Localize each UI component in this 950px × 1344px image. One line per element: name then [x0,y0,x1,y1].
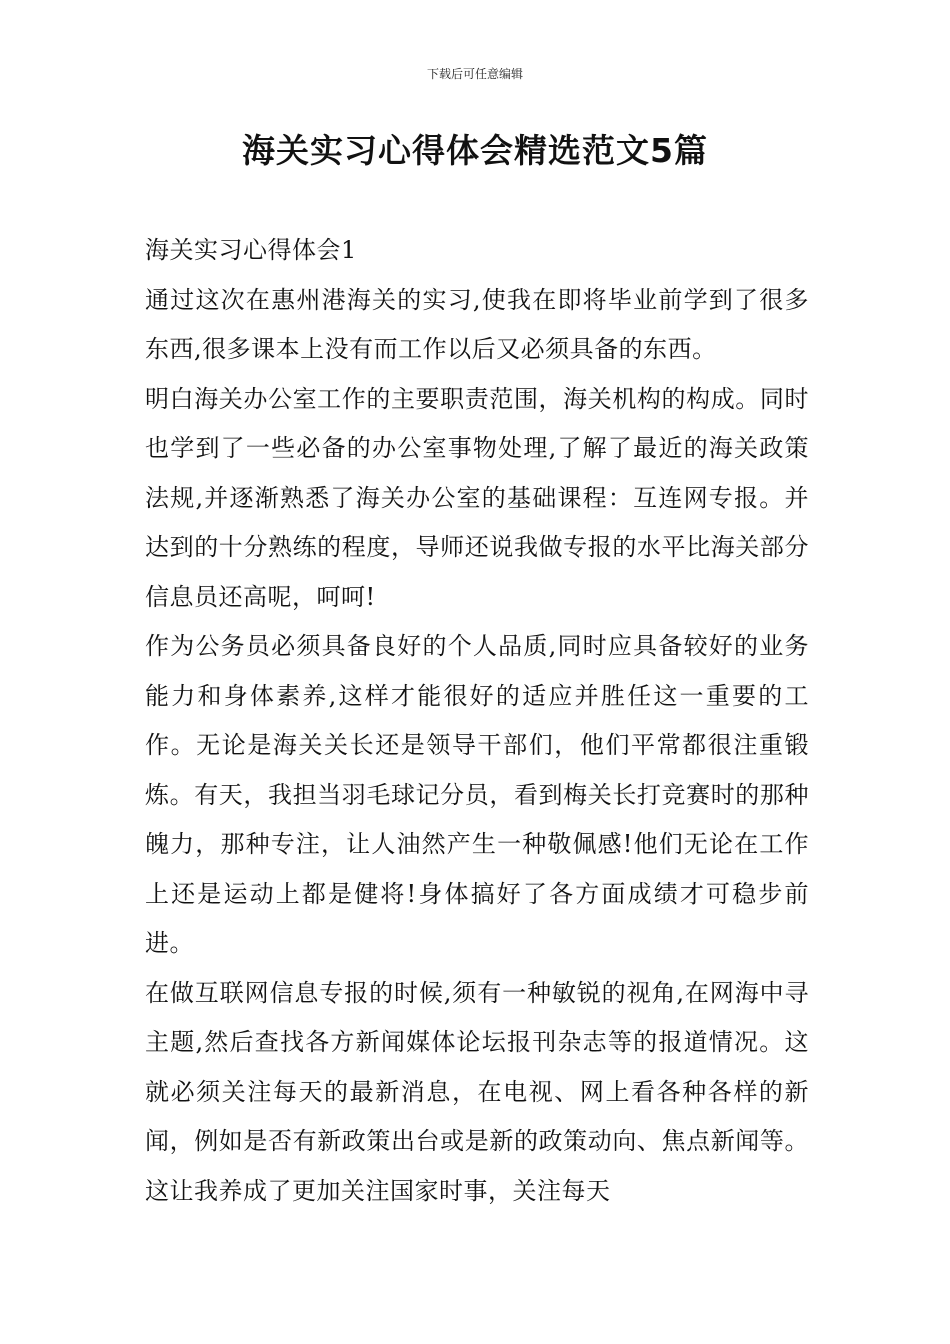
document-body [145,226,809,1216]
paragraph: 通过这次在惠州港海关的实习,使我在即将毕业前学到了很多东西,很多课本上没有而工作以后又必须具备的东西。 [145,285,809,363]
paragraph: 作为公务员必须具备良好的个人品质,同时应具备较好的业务能力和身体素养,这样才能很好的适应并胜任这一重要的工作。无论是海关关长还是领导干部们，他们平常都很注重锻炼。有天，我担当羽毛球记分员，看到梅关长打竞赛时的那种魄力，那种专注，让人油然产生一种敬佩感!他们无论在工作上还是运动上都是健将!身体搞好了各方面成绩才可稳步前进。 [145,632,809,957]
section-heading: 海关实习心得体会1 [145,236,357,264]
paragraph: 在做互联网信息专报的时候,须有一种敏锐的视角,在网海中寻主题,然后查找各方新闻媒体论坛报刊杂志等的报道情况。这就必须关注每天的最新消息，在电视、网上看各种各样的新闻，例如是否有新政策出台或是新的政策动向、焦点新闻等。这让我养成了更加关注国家时事，关注每天 [145,978,809,1205]
paragraph: 明白海关办公室工作的主要职责范围，海关机构的构成。同时也学到了一些必备的办公室事物处理,了解了最近的海关政策法规,并逐渐熟悉了海关办公室的基础课程：互连网专报。并达到的十分熟练的程度，导师还说我做专报的水平比海关部分信息员还高呢，呵呵! [145,384,809,611]
header-note: 下载后可任意编辑 [426,67,523,81]
document-title: 海关实习心得体会精选范文5篇 [242,131,708,170]
